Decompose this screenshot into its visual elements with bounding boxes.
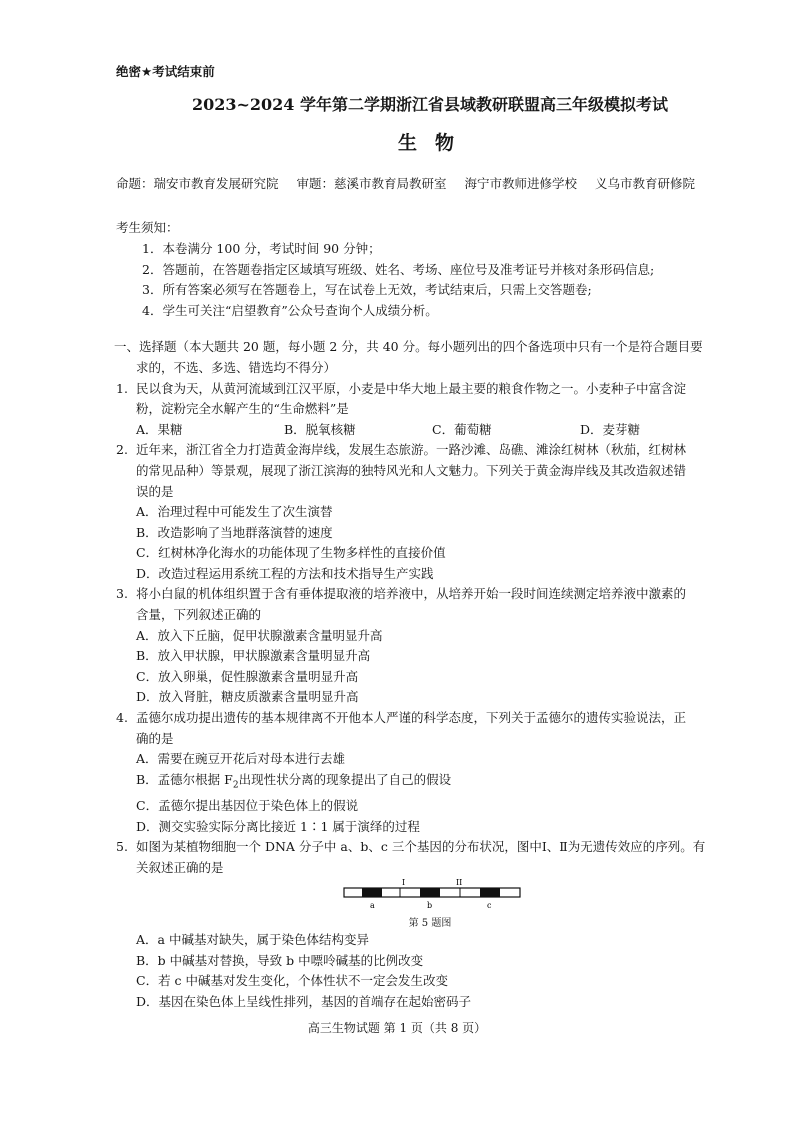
gene-c-block	[480, 888, 500, 897]
question-1	[116, 379, 754, 420]
option-a: A．a 中碱基对缺失，属于染色体结构变异	[136, 932, 369, 948]
dna-figure	[342, 878, 542, 918]
question-3	[116, 584, 754, 625]
review-unit-1: 审题：慈溪市教育局教研室	[296, 175, 447, 191]
label-a: a	[370, 901, 375, 911]
figure-caption: 第 5 题图	[408, 918, 452, 930]
compose-unit: 命题：瑞安市教育发展研究院	[116, 175, 279, 191]
option-c: C．红树林净化海水的功能体现了生物多样性的直接价值	[136, 545, 446, 561]
option-c: C．葡萄糖	[432, 421, 492, 437]
question-stem-line: 近年来，浙江省全力打造黄金海岸线，发展生态旅游。一路沙滩、岛礁、滩涂红树林（秋茄，红树林	[136, 442, 687, 458]
review-unit-2: 海宁市教师进修学校	[464, 175, 578, 191]
question-4	[116, 708, 754, 749]
section-heading-line: 求的，不选、多选、错选均不得分）	[136, 359, 337, 375]
dna-segment-diagram	[342, 878, 532, 918]
option-b: B．改造影响了当地群落演替的速度	[136, 524, 333, 540]
label-I: I	[402, 878, 406, 888]
notice-item: 4．学生可关注“启望教育”公众号查询个人成绩分析。	[142, 302, 438, 318]
option-d: D．放入肾脏，糖皮质激素含量明显升高	[136, 689, 359, 705]
gene-b-block	[420, 888, 440, 897]
option-b: B．b 中碱基对替换，导致 b 中嘌呤碱基的比例改变	[136, 952, 424, 968]
option-b-post: 出现性状分离的现象提出了自己的假设	[238, 771, 452, 787]
option-d: D．基因在染色体上呈线性排列，基因的首端存在起始密码子	[136, 994, 472, 1010]
question-number: 5.	[116, 839, 128, 855]
notice-item: 1．本卷满分 100 分，考试时间 90 分钟；	[142, 240, 381, 256]
label-II: II	[456, 878, 463, 888]
notice-item: 3．所有答案必须写在答题卷上，写在试卷上无效，考试结束后，只需上交答题卷;	[142, 282, 592, 298]
notice-title: 考生须知：	[116, 220, 179, 236]
option-d: D．测交实验实际分离比接近 1∶1 属于演绎的过程	[136, 818, 420, 834]
option-b: B．放入甲状腺，甲状腺激素含量明显升高	[136, 648, 371, 664]
section-heading	[116, 337, 754, 378]
question-stem-line: 含量，下列叙述正确的	[136, 607, 262, 623]
question-5	[116, 837, 754, 878]
question-stem-line: 民以食为天，从黄河流域到江汉平原，小麦是中华大地上最主要的粮食作物之一。小麦种子中富含淀	[136, 380, 687, 396]
option-c: C．孟德尔提出基因位于染色体上的假说	[136, 797, 359, 813]
review-unit-3: 义乌市教育研修院	[595, 175, 696, 191]
option-b-pre: B．孟德尔根据 F	[136, 771, 233, 787]
option-d: D．麦芽糖	[580, 421, 641, 437]
option-b-subscript: 2	[232, 780, 239, 791]
option-b: B．脱氧核糖	[284, 421, 356, 437]
question-stem-line: 确的是	[136, 730, 174, 746]
label-c: c	[487, 901, 492, 911]
option-a: A．治理过程中可能发生了次生演替	[136, 504, 333, 520]
options-row	[116, 420, 754, 441]
question-stem-line: 关叙述正确的是	[136, 859, 224, 875]
exam-title: 2023~2024 学年第二学期浙江省县域教研联盟高三年级模拟考试	[191, 94, 669, 114]
authors-line	[116, 174, 754, 195]
question-number: 2.	[116, 442, 128, 458]
confidential-mark: 绝密★考试结束前	[116, 64, 215, 79]
notice-item: 2．答题前，在答题卷指定区域填写班级、姓名、考场、座位号及准考证号并核对条形码信息;	[142, 261, 655, 277]
question-stem-line: 误的是	[136, 483, 174, 499]
label-b: b	[427, 901, 433, 911]
question-stem-line: 将小白鼠的机体组织置于含有垂体提取液的培养液中，从培养开始一段时间连续测定培养液中激素的	[136, 586, 687, 602]
option-b	[116, 770, 754, 796]
section-heading-line: 一、选择题（本大题共 20 题，每小题 2 分，共 40 分。每小题列出的四个备选项中只有一个是符合题目要	[114, 339, 703, 355]
option-a: A．需要在豌豆开花后对母本进行去雄	[136, 751, 346, 767]
question-stem-line: 的常见品种）等景观，展现了浙江滨海的独特风光和人文魅力。下列关于黄金海岸线及其改造叙述错	[136, 462, 687, 478]
question-number: 4.	[116, 710, 128, 726]
gene-a-block	[362, 888, 382, 897]
option-a: A．放入下丘脑，促甲状腺激素含量明显升高	[136, 627, 383, 643]
subject-title: 生物	[397, 132, 472, 155]
option-d: D．改造过程运用系统工程的方法和技术指导生产实践	[136, 565, 434, 581]
option-a: A．果糖	[136, 421, 183, 437]
question-stem-line: 孟德尔成功提出遗传的基本规律离不开他本人严谨的科学态度，下列关于孟德尔的遗传实验说法，正	[136, 710, 687, 726]
option-c: C．若 c 中碱基对发生变化，个体性状不一定会发生改变	[136, 973, 449, 989]
question-stem-line: 如图为某植物细胞一个 DNA 分子中 a、b、c 三个基因的分布状况，图中Ⅰ、Ⅱ为无遗传效应的序列。有	[136, 839, 706, 855]
question-2	[116, 440, 754, 502]
page-footer: 高三生物试题 第 1 页（共 8 页）	[307, 1021, 487, 1036]
question-number: 3.	[116, 586, 128, 602]
question-number: 1.	[116, 380, 128, 396]
question-stem-line: 粉，淀粉完全水解产生的“生命燃料”是	[136, 401, 349, 417]
option-c: C．放入卵巢，促性腺激素含量明显升高	[136, 668, 359, 684]
